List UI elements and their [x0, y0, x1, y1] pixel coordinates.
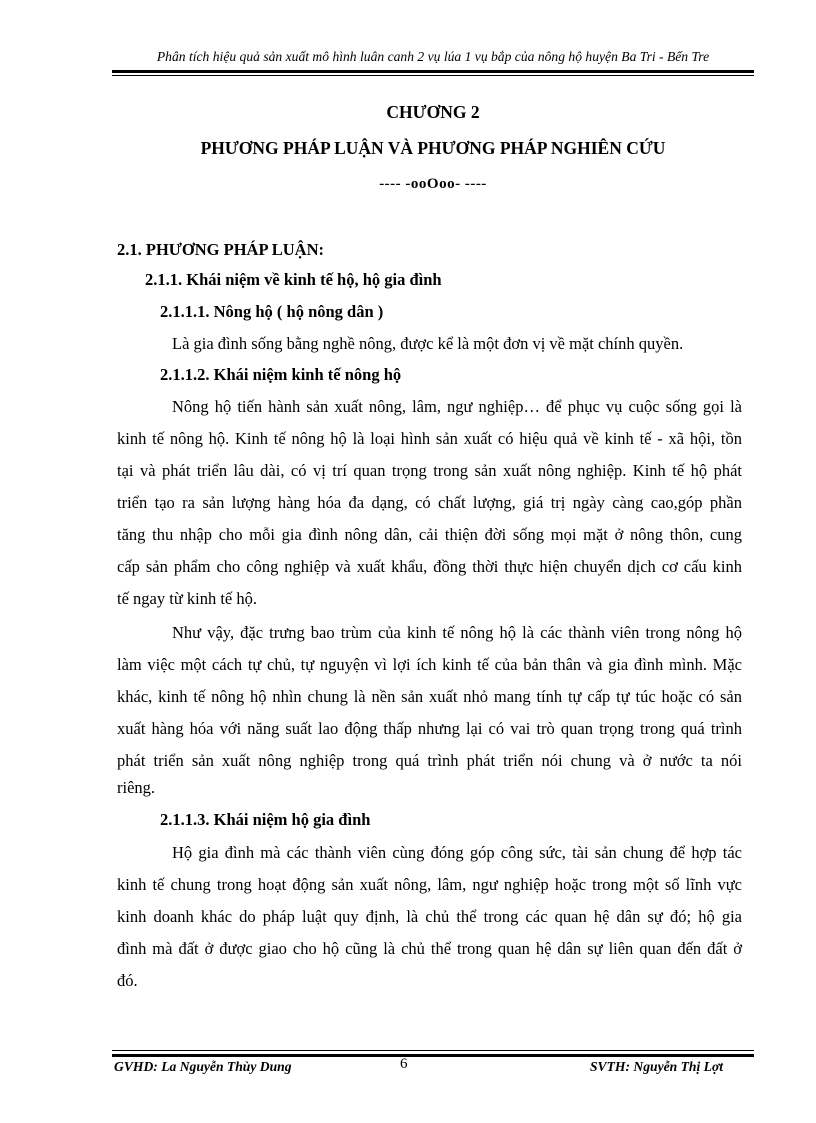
chapter-number: CHƯƠNG 2 [386, 102, 480, 122]
running-header: Phân tích hiệu quả sản xuất mô hình luân canh 2 vụ lúa 1 vụ bắp của nông hộ huyện Ba Tri - Bến Tre [156, 49, 710, 64]
paragraph-line: Như vậy, đặc trưng bao trùm của kinh tế nông hộ là các thành viên trong nông hộ [172, 623, 742, 642]
paragraph-line: khác, kinh tế nông hộ nhìn chung là nền sản xuất nhỏ mang tính tự cấp tự túc hoặc có sản [117, 687, 742, 706]
header-rule-thin [112, 75, 754, 76]
paragraph-line: kinh tế nông hộ. Kinh tế nông hộ là loại hình sản xuất có hiệu quả về kinh tế - xã hội, tồn [117, 429, 742, 448]
footer-student: SVTH: Nguyễn Thị Lợt [590, 1059, 724, 1074]
paragraph-line: tăng thu nhập cho mỗi gia đình nông dân, cải thiện đời sống mọi mặt ở nông thôn, cung [117, 525, 742, 544]
section-heading-2-1-1: 2.1.1. Khái niệm về kinh tế hộ, hộ gia đình [145, 270, 442, 289]
paragraph-line: đó. [117, 971, 138, 990]
section-heading-2-1-1-1: 2.1.1.1. Nông hộ ( hộ nông dân ) [160, 302, 384, 321]
paragraph-line: Hộ gia đình mà các thành viên cùng đóng góp công sức, tài sản chung để hợp tác [172, 843, 742, 862]
paragraph-line: kinh doanh khác do pháp luật quy định, là chủ thể trong các quan hệ dân sự đó; hộ gia [117, 907, 742, 926]
paragraph-line: phát triển sản xuất nông nghiệp trong quá trình phát triển nói chung và ở nước ta nói [117, 751, 742, 770]
paragraph-line: triển tạo ra sản lượng hàng hóa đa dạng, có chất lượng, giá trị ngày càng cao,góp phần [117, 493, 742, 512]
paragraph-line: Là gia đình sống bằng nghề nông, được kể là một đơn vị về mặt chính quyền. [172, 334, 684, 353]
paragraph-line: riêng. [117, 778, 156, 797]
paragraph-line: cấp sản phẩm cho công nghiệp và xuất khẩu, đồng thời thực hiện chuyển dịch cơ cấu kinh [117, 557, 742, 576]
footer-rule [112, 1054, 754, 1057]
footer-advisor: GVHD: La Nguyễn Thùy Dung [114, 1059, 292, 1074]
section-heading-2-1-1-2: 2.1.1.2. Khái niệm kinh tế nông hộ [160, 365, 402, 384]
paragraph-line: kinh tế chung trong hoạt động sản xuất nông, lâm, ngư nghiệp hoặc trong một số lĩnh vực [117, 875, 742, 894]
page-number: 6 [400, 1056, 408, 1072]
header-rule [112, 70, 754, 73]
section-heading-2-1-1-3: 2.1.1.3. Khái niệm hộ gia đình [160, 810, 371, 829]
paragraph-line: làm việc một cách tự chủ, tự nguyện vì lợi ích kinh tế của bản thân và gia đình mình. Mặc [117, 655, 742, 674]
paragraph-line: Nông hộ tiến hành sản xuất nông, lâm, ngư nghiệp… để phục vụ cuộc sống gọi là [172, 397, 742, 416]
paragraph-line: đình mà đất ở được giao cho hộ cũng là chủ thể trong quan hệ dân sự liên quan đến đất ở [117, 939, 742, 958]
paragraph-line: tế ngay từ kinh tế hộ. [117, 589, 258, 608]
chapter-title: PHƯƠNG PHÁP LUẬN VÀ PHƯƠNG PHÁP NGHIÊN CỨU [200, 138, 666, 158]
section-heading-2-1: 2.1. PHƯƠNG PHÁP LUẬN: [117, 240, 324, 259]
chapter-ornament: ---- -ooOoo- ---- [379, 176, 487, 192]
footer-rule-thin [112, 1050, 754, 1051]
paragraph-line: xuất hàng hóa với năng suất lao động thấp nhưng lại có vai trò quan trọng trong quá trình [117, 719, 742, 738]
paragraph-line: tại và phát triển lâu dài, có vị trí quan trọng trong sản xuất nông nghiệp. Kinh tế hộ phát [117, 461, 742, 480]
